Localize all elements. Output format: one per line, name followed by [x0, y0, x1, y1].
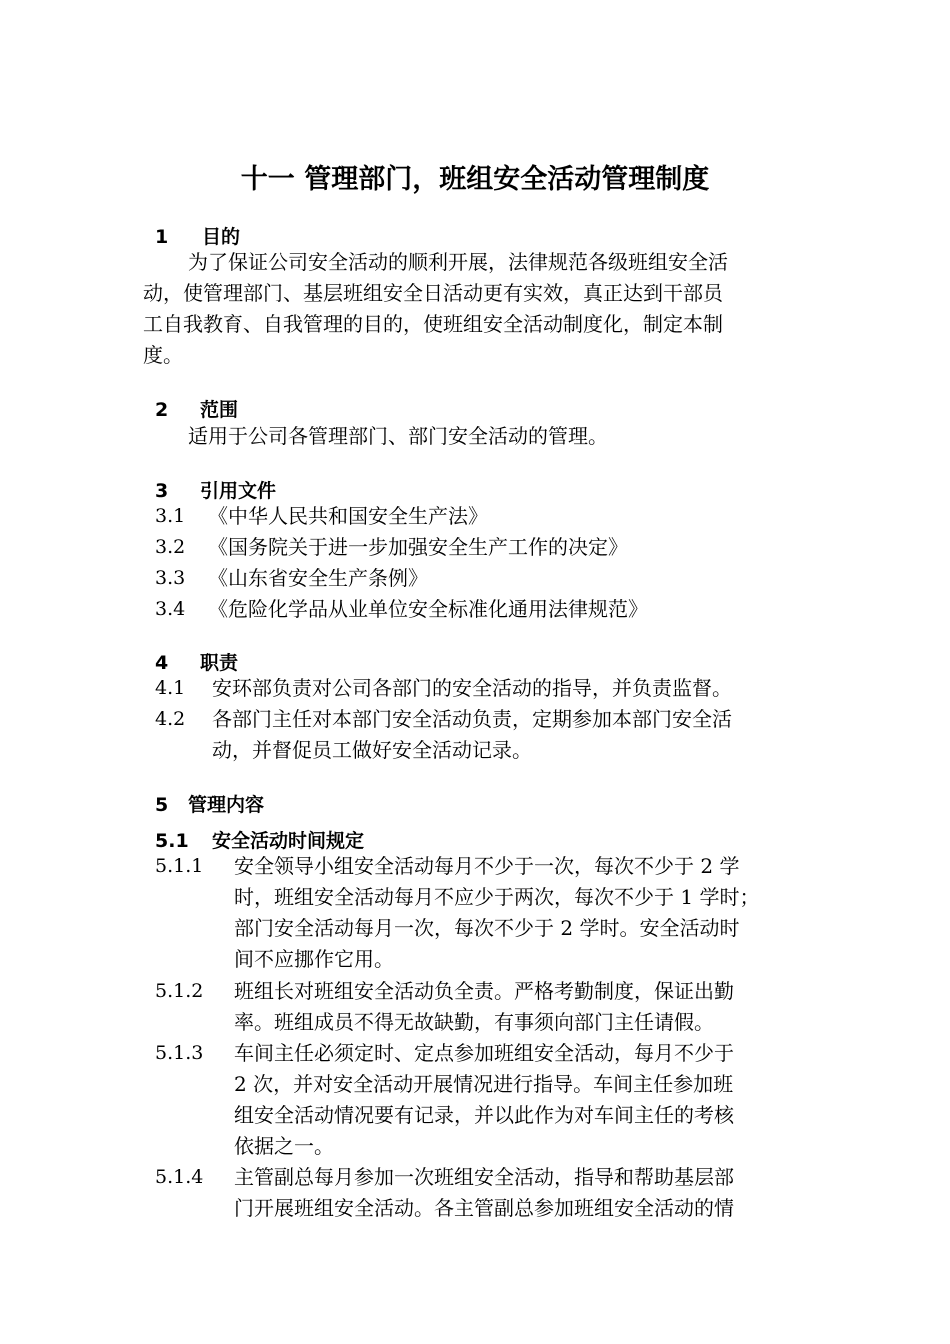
section-1-line-4: 度。: [143, 343, 183, 367]
rule-item-line: 主管副总每月参加一次班组安全活动，指导和帮助基层部: [234, 1165, 734, 1189]
rule-item-line: 组安全活动情况要有记录，并以此作为对车间主任的考核: [234, 1103, 734, 1127]
duty-item-number: 4.2: [155, 708, 186, 730]
rule-item-line: 依据之一。: [234, 1134, 334, 1158]
rule-item-line: 班组长对班组安全活动负全责。严格考勤制度，保证出勤: [234, 979, 734, 1003]
ref-item-text: 《中华人民共和国安全生产法》: [208, 504, 488, 528]
rule-item-number: 5.1.4: [155, 1166, 204, 1188]
rule-item-number: 5.1.3: [155, 1042, 204, 1064]
rule-item-line: 率。班组成员不得无故缺勤，有事须向部门主任请假。: [234, 1010, 714, 1034]
section-1-line-1: 为了保证公司安全活动的顺利开展，法律规范各级班组安全活: [188, 250, 728, 274]
section-2-line-1: 适用于公司各管理部门、部门安全活动的管理。: [188, 424, 608, 448]
subsection-5-1-heading: 安全活动时间规定: [212, 830, 365, 852]
section-4-number: 4: [155, 652, 169, 674]
rule-item-line: 间不应挪作它用。: [234, 947, 394, 971]
section-1-line-3: 工自我教育、自我管理的目的，使班组安全活动制度化，制定本制: [143, 312, 723, 336]
duty-item-line: 动，并督促员工做好安全活动记录。: [212, 738, 532, 762]
section-5-heading: 管理内容: [188, 794, 265, 816]
ref-item-number: 3.4: [155, 598, 186, 620]
rule-item-number: 5.1.2: [155, 980, 204, 1002]
section-3-heading: 引用文件: [200, 480, 277, 502]
section-1-heading: 目的: [202, 226, 241, 248]
rule-item-line: 门开展班组安全活动。各主管副总参加班组安全活动的情: [234, 1196, 734, 1220]
rule-item-line: 安全领导小组安全活动每月不少于一次，每次不少于 2 学: [234, 854, 740, 878]
duty-item-line: 各部门主任对本部门安全活动负责，定期参加本部门安全活: [212, 707, 732, 731]
ref-item-number: 3.3: [155, 567, 186, 589]
section-4-heading: 职责: [200, 652, 239, 674]
rule-item-number: 5.1.1: [155, 855, 204, 877]
rule-item-line: 2 次，并对安全活动开展情况进行指导。车间主任参加班: [234, 1072, 734, 1096]
rule-item-line: 部门安全活动每月一次，每次不少于 2 学时。安全活动时: [234, 916, 740, 940]
section-1-line-2: 动，使管理部门、基层班组安全日活动更有实效，真正达到干部员: [143, 281, 723, 305]
rule-item-line: 车间主任必须定时、定点参加班组安全活动，每月不少于: [234, 1041, 734, 1065]
document-title: 十一 管理部门，班组安全活动管理制度: [240, 164, 710, 195]
duty-item-line: 安环部负责对公司各部门的安全活动的指导，并负责监督。: [212, 676, 732, 700]
ref-item-text: 《山东省安全生产条例》: [208, 566, 428, 590]
section-3-number: 3: [155, 480, 169, 502]
ref-item-text: 《国务院关于进一步加强安全生产工作的决定》: [208, 535, 628, 559]
rule-item-line: 时，班组安全活动每月不应少于两次，每次不少于 1 学时；: [234, 885, 760, 909]
subsection-5-1-number: 5.1: [155, 830, 189, 852]
section-5-number: 5: [155, 794, 169, 816]
ref-item-text: 《危险化学品从业单位安全标准化通用法律规范》: [208, 597, 648, 621]
section-2-heading: 范围: [200, 399, 239, 421]
duty-item-number: 4.1: [155, 677, 186, 699]
ref-item-number: 3.1: [155, 505, 186, 527]
section-1-number: 1: [155, 226, 169, 248]
ref-item-number: 3.2: [155, 536, 186, 558]
section-2-number: 2: [155, 399, 169, 421]
